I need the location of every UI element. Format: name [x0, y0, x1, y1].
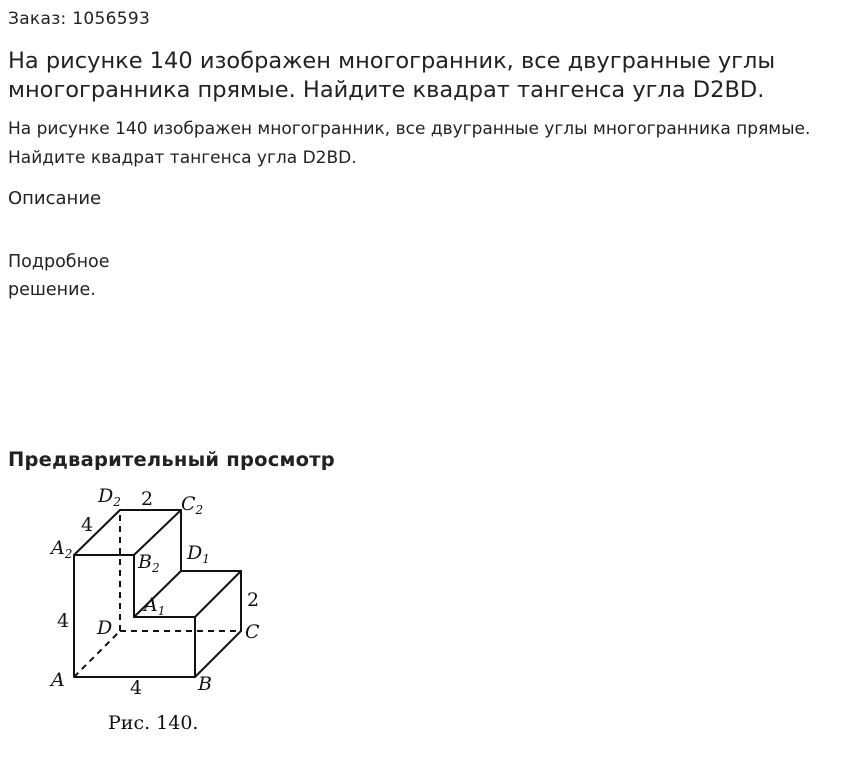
polyhedron-figure: [40, 482, 280, 742]
label-d2: $D_2$: [98, 485, 121, 509]
label-a2: $A_2$: [51, 537, 73, 561]
label-a: A: [51, 669, 65, 691]
detailed-solution-text: Подробное решение.: [8, 252, 110, 300]
order-number: Заказ: 1056593: [8, 9, 151, 29]
length-top: 2: [141, 488, 154, 510]
page-title: На рисунке 140 изображен многогранник, все двугранные углы многогранника прямые. Найдите квадрат тангенса угла D2BD.: [8, 48, 776, 103]
label-d1: $D_1$: [187, 542, 210, 566]
length-bottom: 4: [130, 677, 143, 699]
edge-b1-c1: [195, 571, 241, 617]
preview-heading: Предварительный просмотр: [8, 448, 335, 471]
label-d: D: [97, 617, 113, 639]
edge-b2-c2: [134, 510, 181, 555]
polyhedron-drawing: [40, 482, 280, 742]
task-description: На рисунке 140 изображен многогранник, все двугранные углы многогранника прямые. Найдите квадрат тангенса угла D2BD.: [8, 119, 811, 168]
label-c: C: [245, 621, 260, 643]
length-top-depth: 4: [81, 514, 94, 536]
label-a1: $A_1$: [144, 594, 166, 618]
length-right-height: 2: [247, 589, 260, 611]
figure-caption: Рис. 140.: [108, 712, 199, 734]
label-b: B: [198, 673, 212, 695]
label-b2: $B_2$: [138, 551, 160, 575]
label-c2: $C_2$: [181, 493, 204, 517]
edge-b-c: [195, 631, 241, 677]
length-left-height: 4: [57, 610, 70, 632]
description-section-label: Описание: [8, 188, 102, 209]
